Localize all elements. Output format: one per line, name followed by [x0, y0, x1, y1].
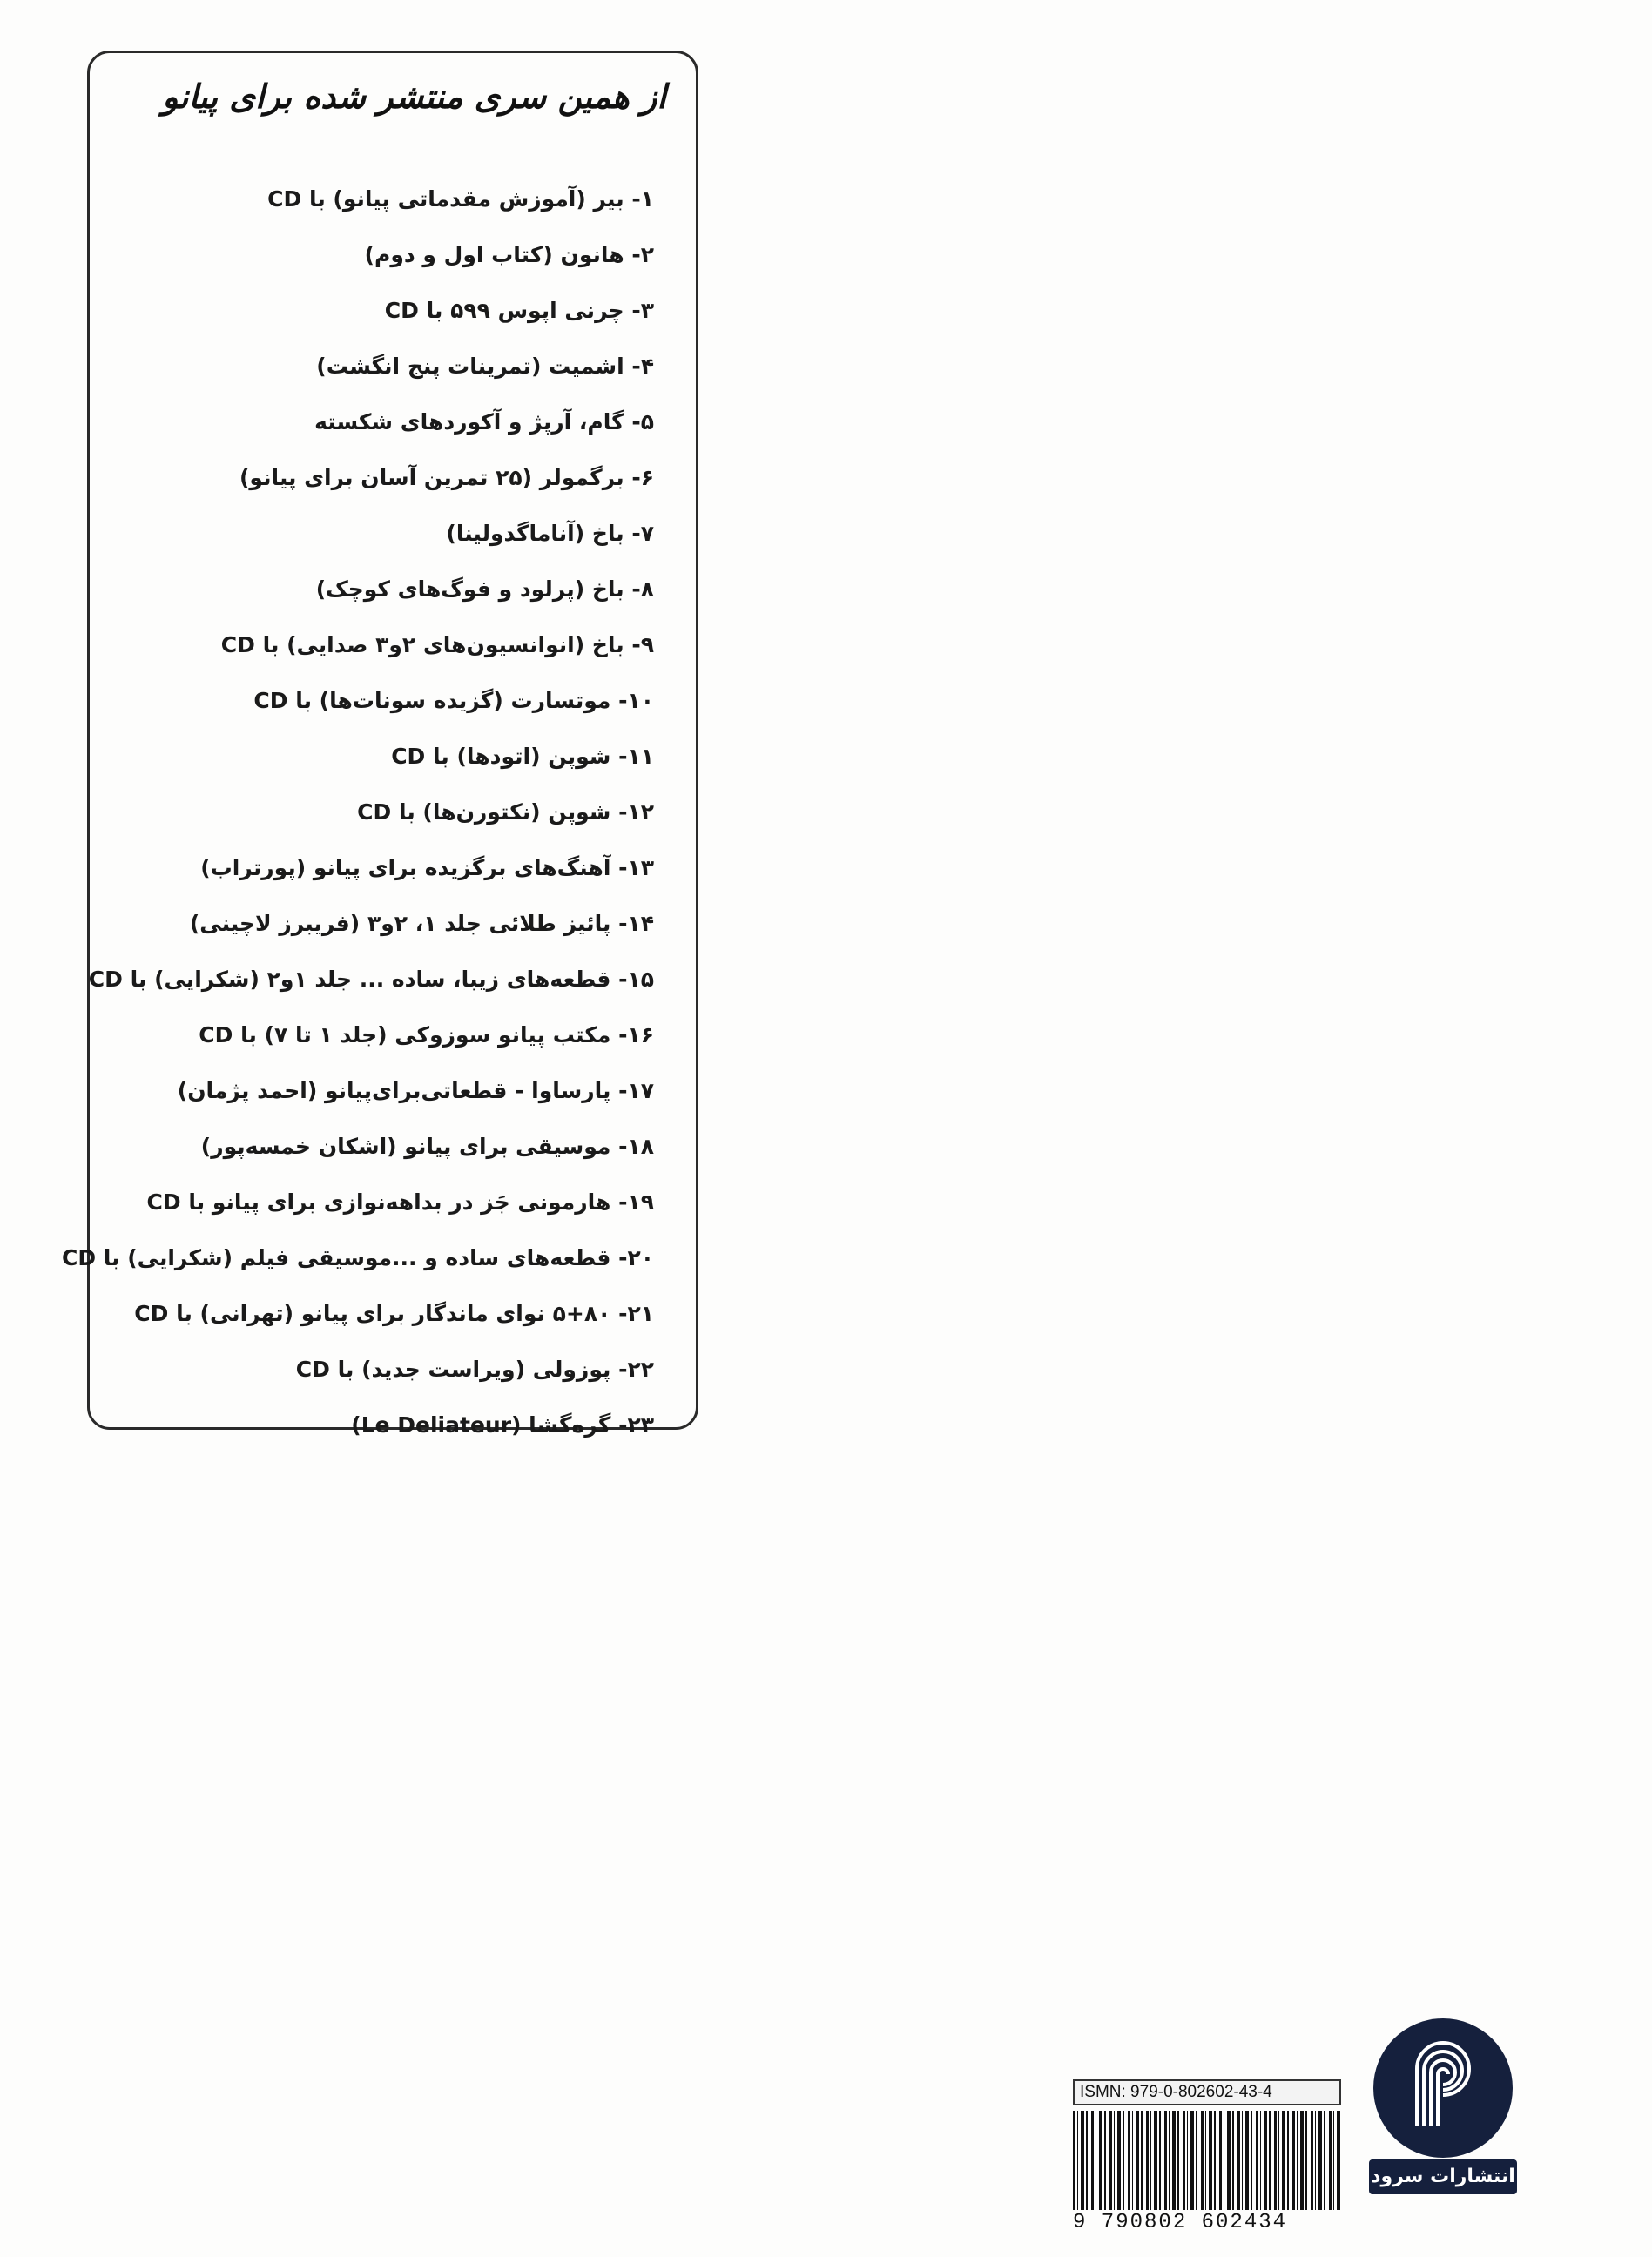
list-item: ۶- برگمولر (۲۵ تمرین آسان برای پیانو): [239, 465, 654, 490]
list-item: ۱۵- قطعه‌های زیبا، ساده ... جلد ۱و۲ (شکرایی) با CD: [88, 967, 654, 992]
barcode-number: 9 790802 602434: [1073, 2211, 1288, 2234]
publisher-logo-icon: [1369, 2017, 1517, 2165]
list-item: ۱- بیر (آموزش مقدماتی پیانو) با CD: [267, 186, 654, 212]
series-list-box: [61, 51, 698, 1438]
list-item: ۱۰- موتسارت (گزیده سونات‌ها) با CD: [253, 688, 654, 713]
list-item: ۲۳- گره‌گشا (Le Deliateur): [351, 1412, 654, 1438]
list-item: ۱۳- آهنگ‌های برگزیده برای پیانو (پورتراب): [200, 855, 654, 880]
list-item: ۲۲- پوزولی (ویراست جدید) با CD: [295, 1357, 654, 1382]
barcode-bars: [1073, 2111, 1341, 2210]
list-item: ۴- اشمیت (تمرینات پنج انگشت): [316, 354, 654, 379]
list-item: ۲- هانون (کتاب اول و دوم): [364, 242, 654, 267]
ismn-label: ISMN: 979-0-802602-43-4: [1073, 2079, 1341, 2105]
list-item: ۵- گام، آرپژ و آکوردهای شکسته: [314, 409, 654, 435]
list-item: ۹- باخ (انوانسیون‌های ۲و۳ صدایی) با CD: [220, 632, 654, 657]
publisher-name: انتشارات سرود: [1369, 2159, 1517, 2194]
barcode-block: [1073, 2079, 1341, 2236]
list-item: ۱۱- شوپن (اتودها) با CD: [391, 744, 654, 769]
list-item: ۱۸- موسیقی برای پیانو (اشکان خمسه‌پور): [200, 1134, 654, 1159]
list-item: ۲۱- ۵+۸۰ نوای ماندگار برای پیانو (تهرانی) با CD: [134, 1301, 654, 1326]
series-title: از همین سری منتشر شده برای پیانو: [162, 77, 666, 116]
list-item: ۳- چرنی اپوس ۵۹۹ با CD: [384, 298, 654, 323]
publisher-logo: [1369, 2017, 1517, 2200]
list-item: ۸- باخ (پرلود و فوگ‌های کوچک): [315, 576, 654, 602]
list-item: ۱۲- شوپن (نکتورن‌ها) با CD: [357, 799, 654, 825]
list-item: ۱۶- مکتب پیانو سوزوکی (جلد ۱ تا ۷) با CD: [199, 1022, 654, 1048]
list-item: ۱۹- هارمونی جَز در بداهه‌نوازی برای پیانو با CD: [146, 1189, 654, 1215]
list-item: ۱۴- پائیز طلائی جلد ۱، ۲و۳ (فریبرز لاچینی): [189, 911, 654, 936]
list-item: ۲۰- قطعه‌های ساده و ...موسیقی فیلم (شکرایی) با CD: [61, 1245, 654, 1270]
list-item: ۷- باخ (آناماگدولینا): [446, 521, 654, 546]
list-item: ۱۷- پارساوا - قطعاتی‌برای‌پیانو (احمد پژمان): [177, 1078, 654, 1103]
